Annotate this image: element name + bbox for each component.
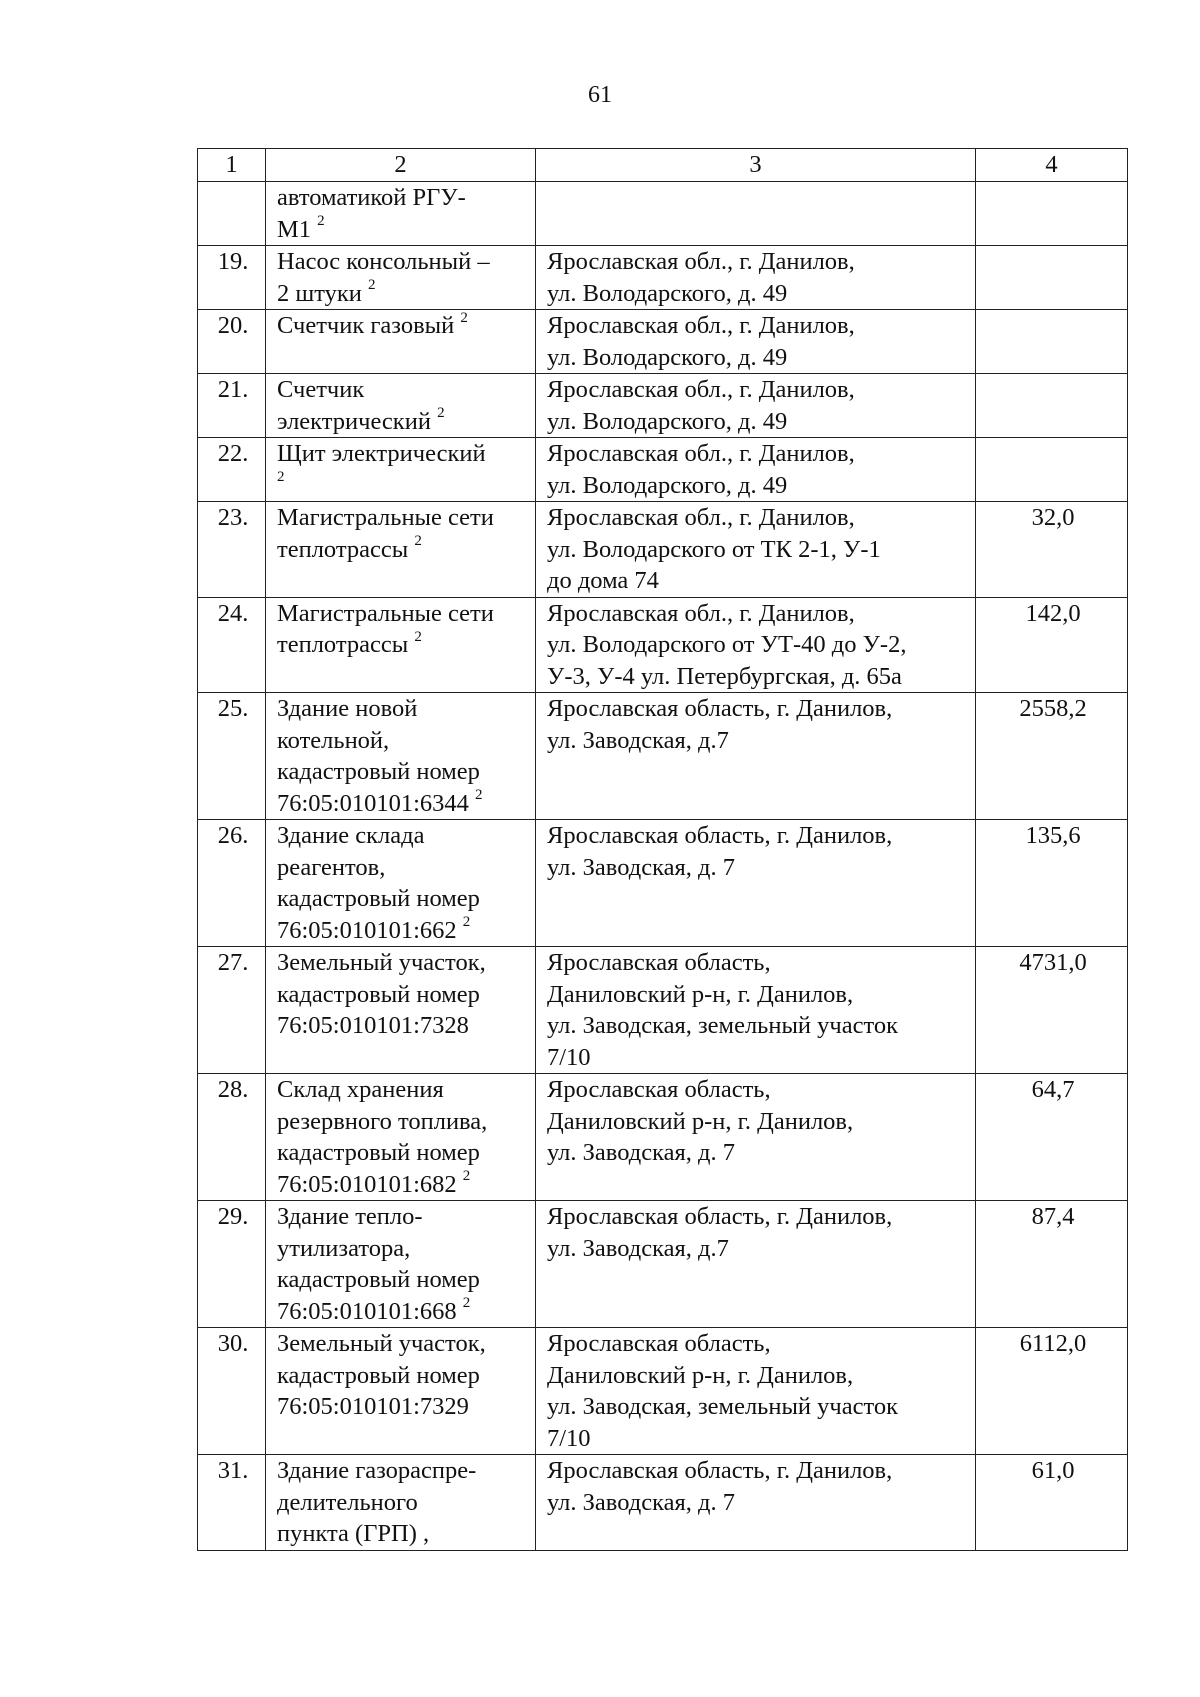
- object-name: Земельный участок, кадастровый номер 76:05:010101:7329: [277, 1330, 486, 1420]
- area-value: [976, 182, 1128, 246]
- object-name: Счетчик электрический: [277, 376, 431, 435]
- footnote-mark: 2: [317, 213, 325, 230]
- address: Ярославская обл., г. Данилов, ул. Володарского, д. 49: [547, 376, 855, 435]
- object-name: Здание тепло- утилизатора, кадастровый номер 76:05:010101:668: [277, 1203, 480, 1325]
- row-number: 24.: [198, 597, 266, 693]
- column-header-1: 1: [198, 149, 266, 182]
- object-name-cell: [266, 374, 536, 438]
- address: Ярославская обл., г. Данилов, ул. Володарского от УТ-40 до У-2, У-3, У-4 ул. Петербургская, д. 65а: [547, 599, 907, 690]
- area-value: 87,4: [976, 1201, 1128, 1328]
- object-name: Магистральные сети теплотрассы: [277, 504, 494, 563]
- table-row: [198, 1074, 1128, 1201]
- object-name: Здание новой котельной, кадастровый номер 76:05:010101:6344: [277, 695, 480, 817]
- object-name: Склад хранения резервного топлива, кадастровый номер 76:05:010101:682: [277, 1076, 488, 1198]
- object-name-cell: [266, 597, 536, 693]
- footnote-mark: 2: [277, 469, 285, 486]
- column-header-2: 2: [266, 149, 536, 182]
- row-number: 20.: [198, 310, 266, 374]
- table-row: [198, 502, 1128, 598]
- row-number: 26.: [198, 820, 266, 947]
- footnote-mark: 2: [462, 914, 471, 931]
- footnote-mark: 2: [475, 787, 483, 804]
- object-name-cell: [266, 1328, 536, 1455]
- table-row: [198, 820, 1128, 947]
- column-header-4: 4: [976, 149, 1128, 182]
- row-number: 29.: [198, 1201, 266, 1328]
- row-number: 19.: [198, 246, 266, 310]
- footnote-mark: 2: [462, 1295, 471, 1312]
- address-cell: [536, 182, 976, 246]
- footnote-mark: 2: [437, 405, 445, 422]
- header-row: [198, 149, 1128, 182]
- area-value: 61,0: [976, 1455, 1128, 1551]
- table-row: [198, 693, 1128, 820]
- table-body: [198, 182, 1128, 1551]
- address-cell: [536, 1074, 976, 1201]
- column-header-3: 3: [536, 149, 976, 182]
- address: Ярославская область, Даниловский р-н, г. Данилов, ул. Заводская, земельный участок 7/10: [547, 1330, 899, 1452]
- address: Ярославская обл., г. Данилов, ул. Володарского, д. 49: [547, 312, 855, 371]
- object-name-cell: [266, 182, 536, 246]
- row-number: 21.: [198, 374, 266, 438]
- address: Ярославская область, Даниловский р-н, г. Данилов, ул. Заводская, д. 7: [547, 1076, 854, 1166]
- area-value: 64,7: [976, 1074, 1128, 1201]
- address-cell: [536, 1201, 976, 1328]
- object-name: автоматикой РГУ- М1: [277, 184, 466, 243]
- address-cell: [536, 947, 976, 1074]
- object-name-cell: [266, 947, 536, 1074]
- object-name: Здание склада реагентов, кадастровый номер 76:05:010101:662: [277, 822, 480, 944]
- table-row: [198, 947, 1128, 1074]
- area-value: 6112,0: [976, 1328, 1128, 1455]
- object-name-cell: [266, 1201, 536, 1328]
- object-name: Счетчик газовый: [277, 312, 455, 339]
- object-name-cell: [266, 310, 536, 374]
- object-name-cell: [266, 246, 536, 310]
- footnote-mark: 2: [414, 628, 422, 645]
- row-number: 28.: [198, 1074, 266, 1201]
- area-value: 32,0: [976, 502, 1128, 598]
- address-cell: [536, 374, 976, 438]
- footnote-mark: 2: [414, 533, 422, 550]
- object-name-cell: [266, 1074, 536, 1201]
- row-number: 23.: [198, 502, 266, 598]
- area-value: [976, 438, 1128, 502]
- footnote-mark: 2: [368, 277, 376, 294]
- property-table: [197, 148, 1128, 1551]
- footnote-mark: 2: [462, 1168, 471, 1185]
- address: Ярославская обл., г. Данилов, ул. Володарского от ТК 2-1, У-1 до дома 74: [547, 504, 881, 594]
- address-cell: [536, 820, 976, 947]
- object-name-cell: [266, 820, 536, 947]
- area-value: 135,6: [976, 820, 1128, 947]
- area-value: [976, 374, 1128, 438]
- object-name: Здание газораспре- делительного пункта (ГРП) ,: [277, 1457, 477, 1547]
- table-row: [198, 597, 1128, 693]
- object-name-cell: [266, 1455, 536, 1551]
- address: Ярославская обл., г. Данилов, ул. Володарского, д. 49: [547, 248, 855, 307]
- address-cell: [536, 438, 976, 502]
- area-value: 2558,2: [976, 693, 1128, 820]
- object-name-cell: [266, 502, 536, 598]
- area-value: 4731,0: [976, 947, 1128, 1074]
- page-number: 61: [588, 82, 612, 108]
- address-cell: [536, 1328, 976, 1455]
- row-number: 25.: [198, 693, 266, 820]
- area-value: [976, 246, 1128, 310]
- table-row: [198, 246, 1128, 310]
- address-cell: [536, 310, 976, 374]
- table-row: [198, 438, 1128, 502]
- address-cell: [536, 246, 976, 310]
- footnote-mark: 2: [460, 309, 468, 326]
- table-row: [198, 1328, 1128, 1455]
- table-header: [198, 149, 1128, 182]
- address: Ярославская область, Даниловский р-н, г. Данилов, ул. Заводская, земельный участок 7/10: [547, 949, 899, 1071]
- row-number: [198, 182, 266, 246]
- row-number: 30.: [198, 1328, 266, 1455]
- object-name: Щит электрический: [277, 440, 486, 467]
- address: Ярославская обл., г. Данилов, ул. Володарского, д. 49: [547, 440, 855, 499]
- row-number: 31.: [198, 1455, 266, 1551]
- object-name: Магистральные сети теплотрассы: [277, 599, 494, 658]
- object-name-cell: [266, 438, 536, 502]
- object-name-cell: [266, 693, 536, 820]
- table-row: [198, 182, 1128, 246]
- table-row: [198, 1455, 1128, 1551]
- row-number: 22.: [198, 438, 266, 502]
- row-number: 27.: [198, 947, 266, 1074]
- address: Ярославская область, г. Данилов, ул. Заводская, д. 7: [547, 822, 893, 881]
- address: Ярославская область, г. Данилов, ул. Заводская, д. 7: [547, 1457, 893, 1516]
- address: Ярославская область, г. Данилов, ул. Заводская, д.7: [547, 1203, 893, 1262]
- address: Ярославская область, г. Данилов, ул. Заводская, д.7: [547, 695, 893, 754]
- address-cell: [536, 502, 976, 598]
- address-cell: [536, 693, 976, 820]
- address-cell: [536, 1455, 976, 1551]
- object-name: Насос консольный – 2 штуки: [277, 248, 490, 307]
- table-row: [198, 1201, 1128, 1328]
- area-value: [976, 310, 1128, 374]
- table-row: [198, 310, 1128, 374]
- table-row: [198, 374, 1128, 438]
- object-name: Земельный участок, кадастровый номер 76:05:010101:7328: [277, 949, 486, 1039]
- address-cell: [536, 597, 976, 693]
- area-value: 142,0: [976, 597, 1128, 693]
